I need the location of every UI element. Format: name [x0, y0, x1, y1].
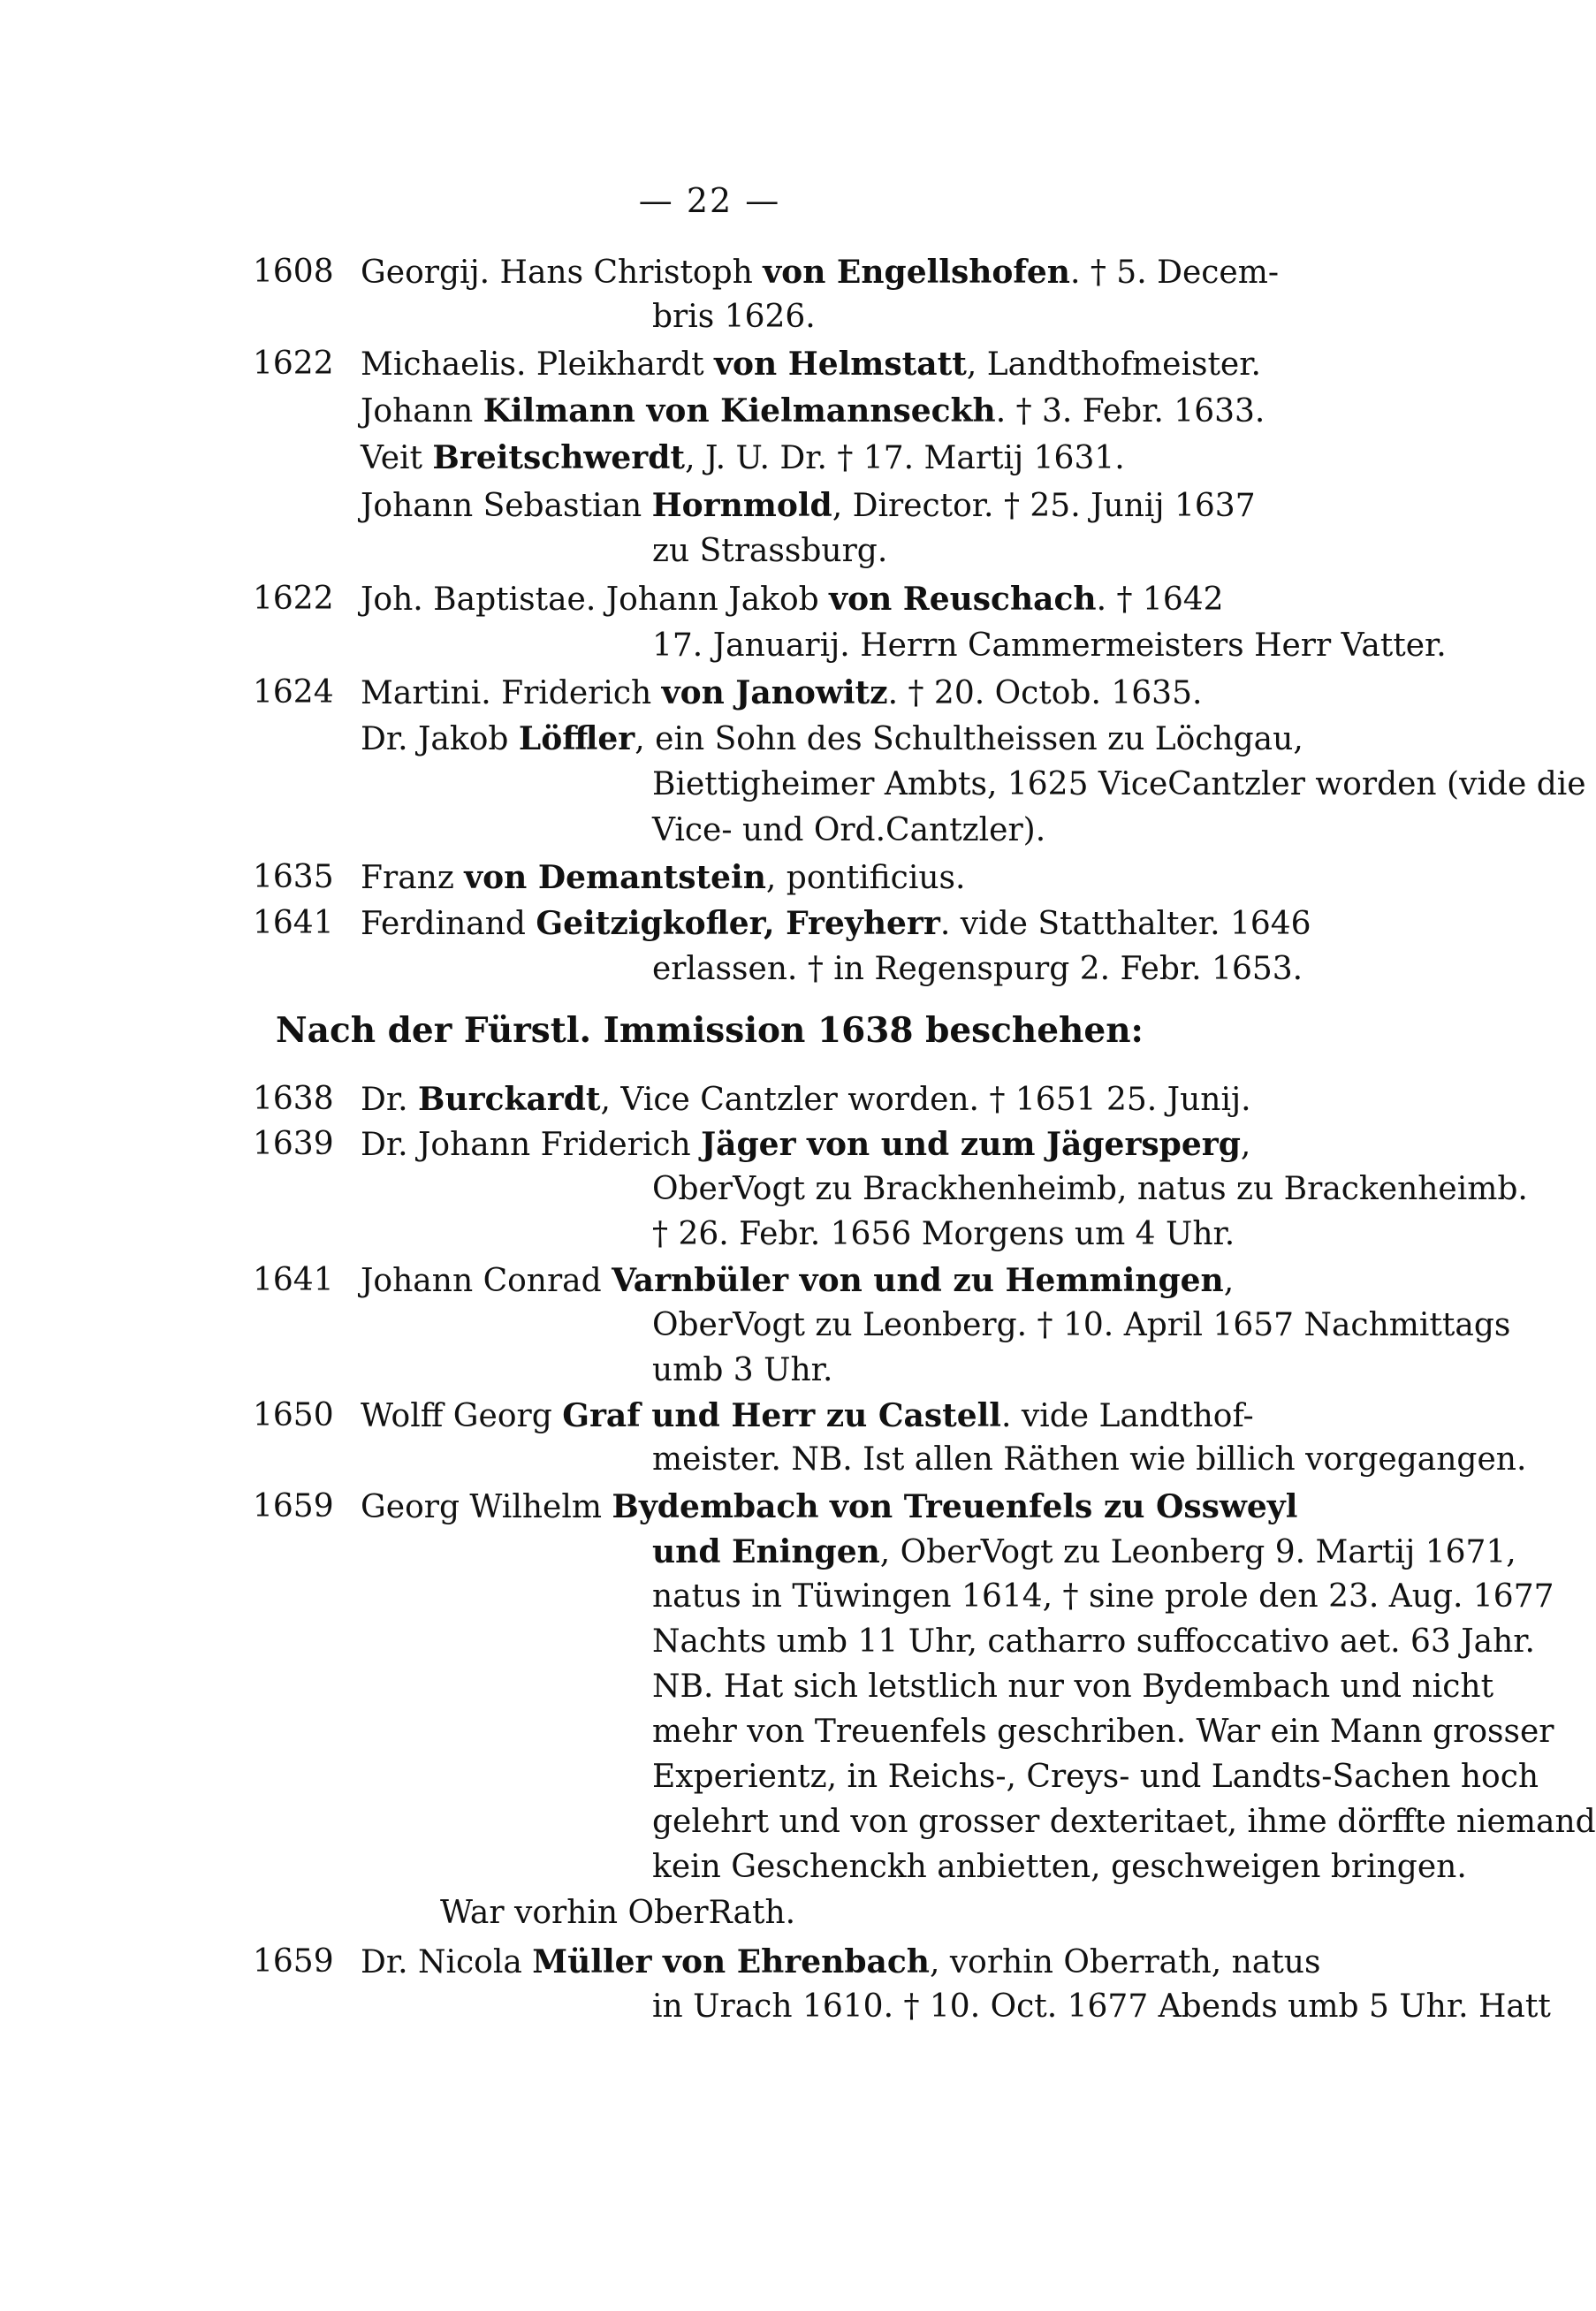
entry-text: Ferdinand Geitzigkofler, Freyherr. vide Statthalter. 1646 — [361, 905, 1311, 942]
entry-1624-line — [253, 673, 1202, 713]
entry-year: 1608 — [253, 254, 334, 290]
entry-1659-line — [253, 1942, 1320, 1982]
person-name: Breitschwerdt — [432, 439, 686, 476]
page-number: — 22 — — [638, 181, 781, 220]
entry-year: 1641 — [253, 905, 334, 941]
person-name: Geitzigkofler, Freyherr — [536, 905, 940, 942]
person-name: Müller von Ehrenbach — [532, 1943, 930, 1980]
entry-1659-line — [253, 1487, 1297, 1527]
person-name: Hornmold — [651, 487, 832, 524]
entry-year: 1659 — [253, 1488, 334, 1524]
entry-text: Georg Wilhelm Bydembach von Treuenfels zu Ossweyl — [361, 1488, 1298, 1525]
entry-line — [253, 719, 1303, 759]
person-name: Jäger von und zum Jägersperg — [701, 1126, 1241, 1163]
entry-year: 1622 — [253, 346, 334, 382]
entry-1641-line — [253, 1261, 1234, 1301]
person-name: Graf und Herr zu Castell — [562, 1397, 1001, 1434]
person-name: Bydembach von Treuenfels zu Ossweyl — [612, 1488, 1298, 1525]
entry-text: Martini. Friderich von Janowitz. † 20. Octob. 1635. — [361, 674, 1203, 711]
section-heading: Nach der Fürstl. Immission 1638 beschehen: — [276, 1010, 1144, 1051]
person-name: von Reuschach — [829, 581, 1097, 618]
entry-1635-line — [253, 858, 965, 898]
entry-1622-line — [253, 345, 1261, 384]
person-name: Burckardt — [418, 1081, 601, 1118]
entry-year: 1635 — [253, 859, 334, 895]
entry-text: Franz von Demantstein, pontificius. — [361, 859, 966, 896]
person-name: Löffler — [518, 720, 635, 757]
entry-text: Georgij. Hans Christoph von Engellshofen. † 5. Decem- — [361, 254, 1280, 291]
entry-text: Dr. Burckardt, Vice Cantzler worden. † 1651 25. Junij. — [361, 1081, 1251, 1118]
person-name: von Demantstein — [464, 859, 766, 896]
entry-1639-line — [253, 1125, 1250, 1165]
entry-text: Dr. Johann Friderich Jäger von und zum Jägersperg, — [361, 1126, 1251, 1163]
person-name: von Helmstatt — [714, 346, 967, 383]
entry-text: Michaelis. Pleikhardt von Helmstatt, Landthofmeister. — [361, 346, 1261, 383]
entry-1608-line — [253, 253, 1279, 293]
entry-year: 1638 — [253, 1081, 334, 1117]
entry-year: 1624 — [253, 674, 334, 711]
person-name: Kilmann von Kielmannseckh — [483, 392, 996, 430]
entry-year: 1659 — [253, 1943, 334, 1980]
entry-line — [253, 392, 1265, 431]
entry-year: 1622 — [253, 581, 334, 617]
entry-text: Johann Conrad Varnbüler von und zu Hemmingen, — [361, 1262, 1235, 1299]
entry-year: 1641 — [253, 1262, 334, 1298]
entry-text: Dr. Nicola Müller von Ehrenbach, vorhin Oberrath, natus — [361, 1943, 1321, 1980]
entry-text: Joh. Baptistae. Johann Jakob von Reuschach. † 1642 — [361, 581, 1224, 618]
entry-1638-line — [253, 1080, 1251, 1120]
entry-1641-line — [253, 904, 1311, 944]
entry-text: Johann Sebastian Hornmold, Director. † 25. Junij 1637 — [361, 487, 1256, 524]
entry-year: 1639 — [253, 1126, 334, 1162]
person-name: und Eningen — [652, 1533, 880, 1570]
person-name: Varnbüler von und zu Hemmingen — [612, 1262, 1224, 1299]
person-name: von Janowitz — [661, 674, 888, 711]
entry-1650-line — [253, 1396, 1254, 1436]
entry-text: Johann Kilmann von Kielmannseckh. † 3. Febr. 1633. — [361, 392, 1265, 430]
entry-year: 1650 — [253, 1397, 334, 1433]
entry-text: Dr. Jakob Löffler, ein Sohn des Schultheissen zu Löchgau, — [361, 720, 1303, 757]
entry-line — [253, 438, 1125, 478]
entry-1622-line — [253, 580, 1224, 620]
entry-line — [253, 486, 1256, 526]
person-name: von Engellshofen — [763, 254, 1070, 291]
entry-text: Wolff Georg Graf und Herr zu Castell. vide Landthof- — [361, 1397, 1254, 1434]
entry-text: Veit Breitschwerdt, J. U. Dr. † 17. Martij 1631. — [361, 439, 1125, 476]
